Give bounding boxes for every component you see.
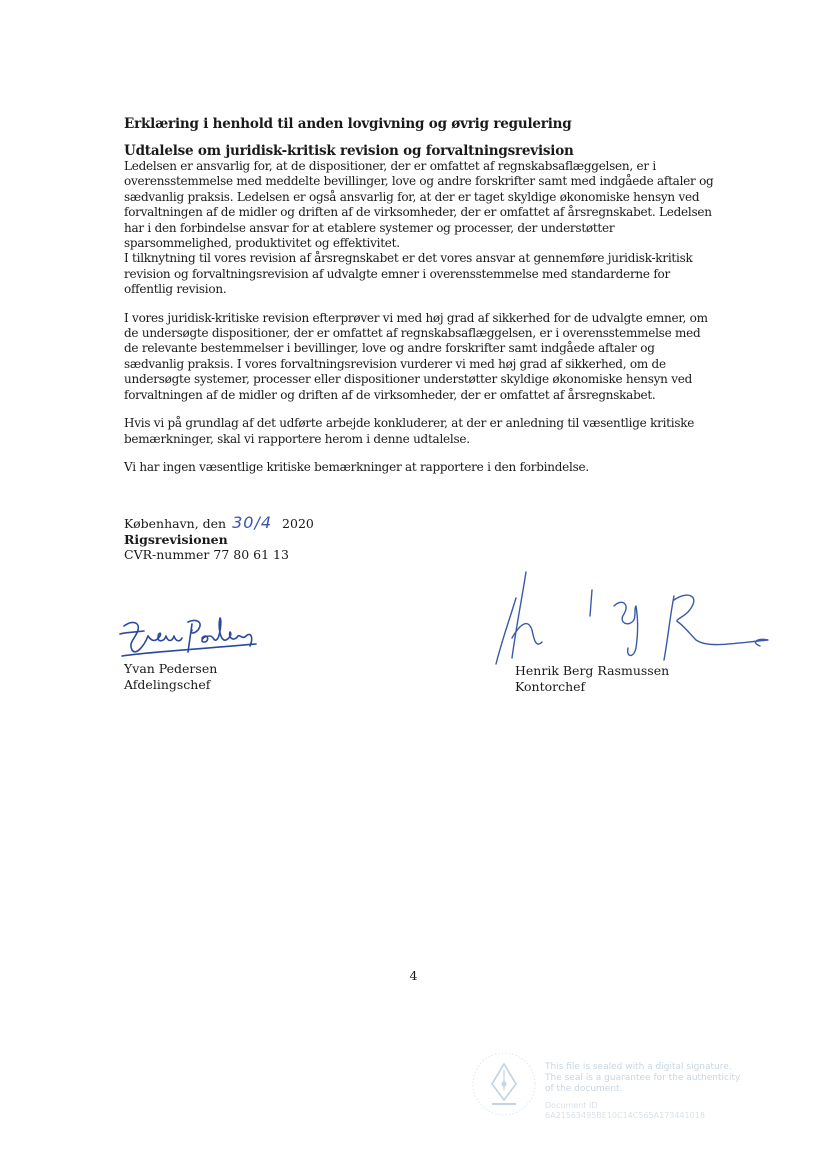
paragraph-3: I vores juridisk-kritiske revision efterprøver vi med høj grad af sikkerhed for de udvalgte emner, om de undersøgte dispositioner, der er omfattet af regnskabsaflæggelsen, er i overensstemmelse med de relevante bestemmelser i bevillinger, love og andre forskrifter samt indgåede aftaler og sædvanlig praksis. I vores forvaltningsrevision vurderer vi med høj grad af sikkerhed, om de undersøgte systemer, processer eller dispositioner understøtter skyldige økonomiske hensyn ved forvaltningen af de midler og driften af de virksomheder, der er omfattet af årsregnskabet. [124,310,708,402]
paragraph-2: I tilknytning til vores revision af årsregnskabet er det vores ansvar at gennemføre juridisk-kritisk revision og forvaltningsrevision af udvalgte emner i overensstemmelse med standarderne for offentlig revision. [124,251,693,297]
signing-year: 2020 [282,516,314,531]
paragraph-1: Ledelsen er ansvarlig for, at de dispositioner, der er omfattet af regnskabsaflæggelsen, er i overensstemmelse med meddelte bevillinger, love og andre forskrifter samt med indgåede aftaler og sædvanlig praksis. Ledelsen er også ansvarlig for, at der er taget skyldige økonomiske hensyn ved forvaltningen af de midler og driften af de virksomheder, der er omfattet af årsregnskabet. Ledelsen har i den forbindelse ansvar for at etablere systemer og processer, der understøtter sparsommelighed, produktivitet og effektivitet. [124,159,714,251]
paragraph-5: Vi har ingen væsentlige kritiske bemærkninger at rapportere i den forbindelse. [124,459,589,474]
signature-henrik-berg-rasmussen [488,568,773,668]
page-heading: Erklæring i henhold til anden lovgivning og øvrig regulering [124,116,572,132]
signatory-2 [515,663,669,695]
place-date-label: København, den [124,516,227,531]
seal-line-3: of the document. [545,1084,623,1094]
signatory-1-title: Afdelingschef [124,677,211,692]
seal-id-label: Document ID [545,1101,598,1110]
pen-nib-seal-icon [470,1050,538,1118]
section-block [124,143,714,475]
digital-seal [470,1046,770,1136]
cvr-number: CVR-nummer 77 80 61 13 [124,547,289,562]
signatory-1-name: Yvan Pedersen [124,661,218,676]
paragraph-4: Hvis vi på grundlag af det udførte arbejde konkluderer, at der er anledning til væsentlige kritiske bemærkninger, skal vi rapportere herom i denne udtalelse. [124,416,695,446]
handwritten-date: 30/4 [232,513,273,532]
signatory-2-title: Kontorchef [515,679,586,694]
signatory-2-name: Henrik Berg Rasmussen [515,663,670,678]
seal-id-value: 6A21563495BE10C14C565A173441018 [545,1111,705,1120]
seal-document-id [545,1101,765,1121]
seal-line-1: This file is sealed with a digital signature. [545,1062,732,1072]
seal-line-2: The seal is a guarantee for the authenticity [545,1073,741,1083]
section-title: Udtalelse om juridisk-kritisk revision og forvaltningsrevision [124,143,574,159]
seal-text [545,1062,765,1121]
date-line [124,515,314,532]
page-number: 4 [409,968,418,983]
signing-block [124,515,314,563]
signature-yvan-pedersen [118,612,260,662]
organisation-name: Rigsrevisionen [124,531,228,547]
signatory-1 [124,661,217,693]
